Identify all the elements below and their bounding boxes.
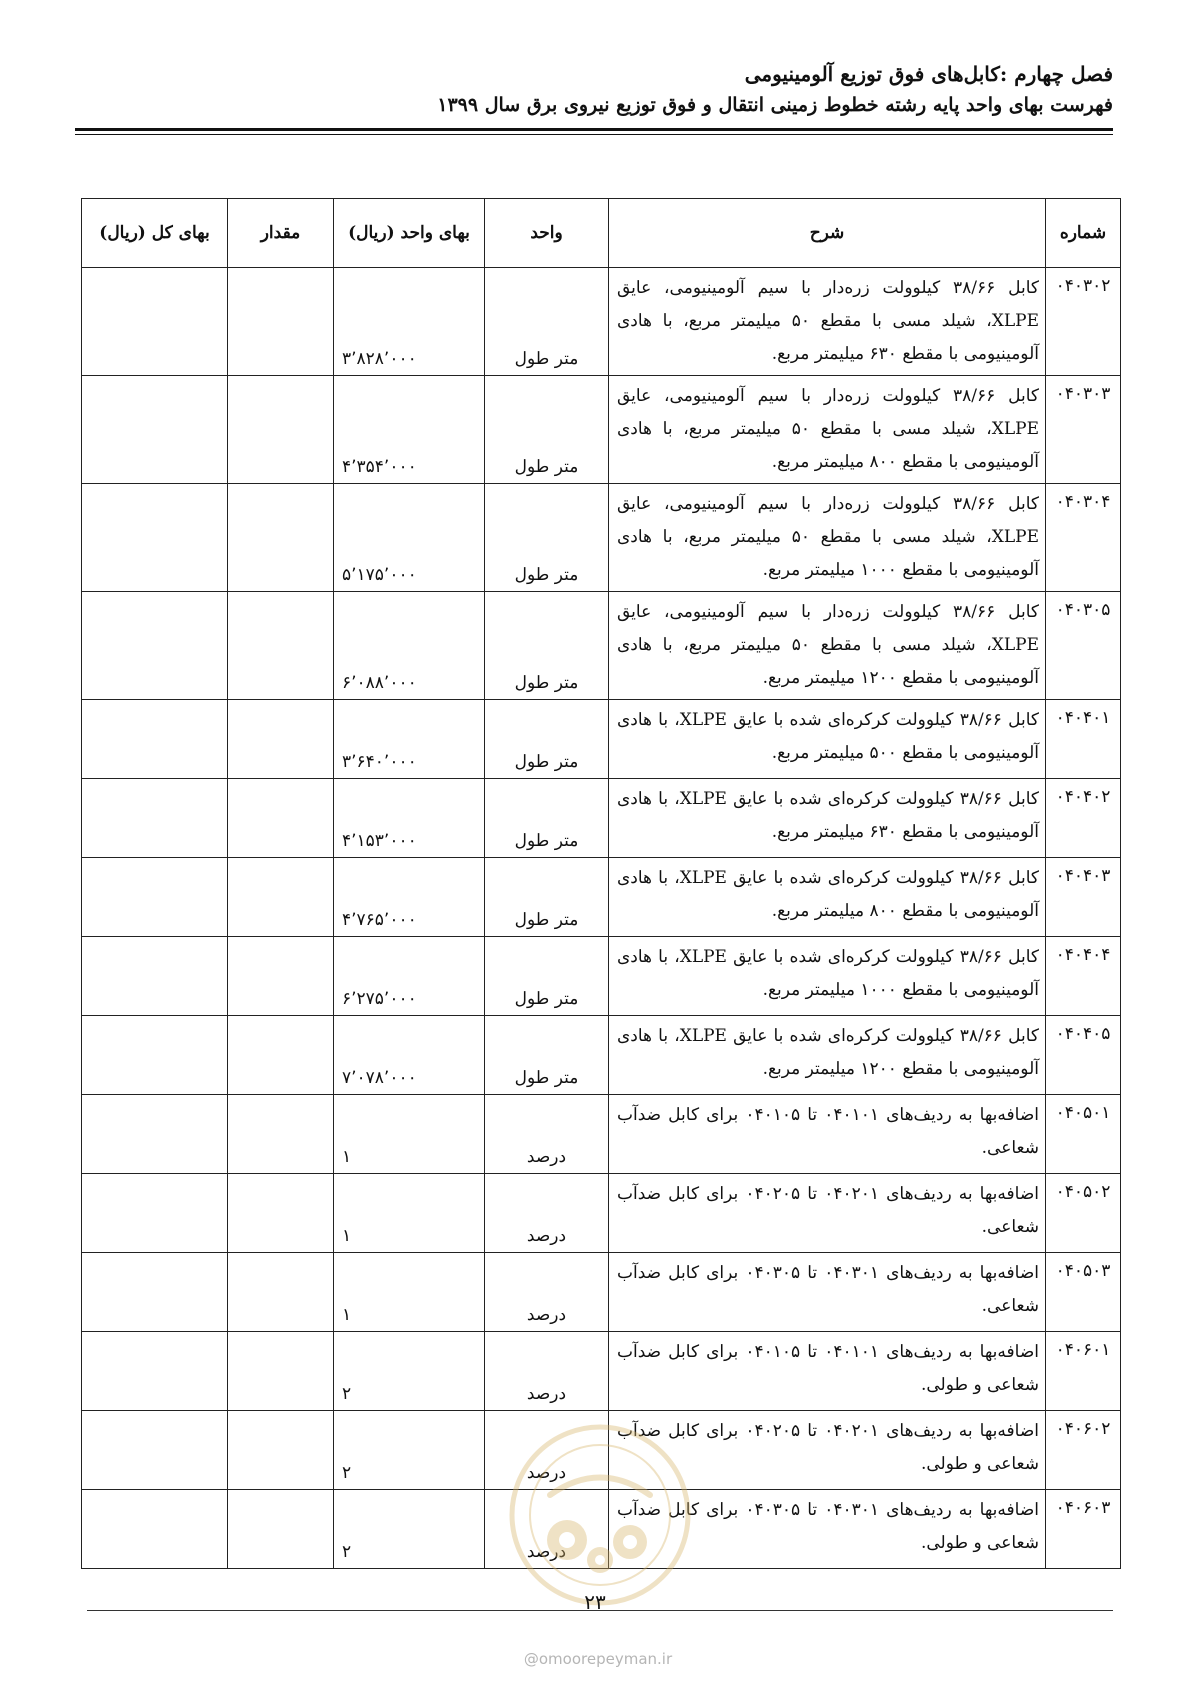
column-header-quantity: مقدار [228, 199, 334, 268]
row-total-price [82, 592, 228, 700]
row-unit-price: ۳٬۶۴۰٬۰۰۰ [334, 700, 485, 779]
row-unit-price: ۶٬۰۸۸٬۰۰۰ [334, 592, 485, 700]
row-total-price [82, 779, 228, 858]
row-unit-price: ۷٬۰۷۸٬۰۰۰ [334, 1016, 485, 1095]
row-unit: درصد [485, 1411, 609, 1490]
row-unit-price: ۴٬۷۶۵٬۰۰۰ [334, 858, 485, 937]
row-quantity [228, 700, 334, 779]
row-unit: متر طول [485, 937, 609, 1016]
row-unit-price: ۲ [334, 1490, 485, 1569]
row-unit-price: ۳٬۸۲۸٬۰۰۰ [334, 268, 485, 376]
row-unit: متر طول [485, 700, 609, 779]
row-unit-price: ۶٬۲۷۵٬۰۰۰ [334, 937, 485, 1016]
row-quantity [228, 592, 334, 700]
row-quantity [228, 1332, 334, 1411]
row-number: ۰۴۰۳۰۵ [1046, 592, 1121, 700]
row-number: ۰۴۰۵۰۳ [1046, 1253, 1121, 1332]
price-list-subtitle: فهرست بهای واحد پایه رشته خطوط زمینی انتقال و فوق توزیع نیروی برق سال ۱۳۹۹ [437, 94, 1113, 116]
row-description: کابل ۳۸/۶۶ کیلوولت کرکره‌ای شده با عایق XLPE، با هادی آلومینیومی با مقطع ۱۰۰۰ میلیمتر مربع. [609, 937, 1046, 1016]
row-description: کابل ۳۸/۶۶ کیلوولت زره‌دار با سیم آلومینیومی، عایق XLPE، شیلد مسی با مقطع ۵۰ میلیمتر مربع، با هادی آلومینیومی با مقطع ۱۰۰۰ میلیمتر مربع. [609, 484, 1046, 592]
row-total-price [82, 858, 228, 937]
row-quantity [228, 1490, 334, 1569]
column-header-unit: واحد [485, 199, 609, 268]
row-number: ۰۴۰۵۰۲ [1046, 1174, 1121, 1253]
table-header-row [82, 199, 1121, 268]
row-quantity [228, 1095, 334, 1174]
row-description: اضافه‌بها به ردیف‌های ۰۴۰۳۰۱ تا ۰۴۰۳۰۵ برای کابل ضدآب شعاعی. [609, 1253, 1046, 1332]
row-unit: متر طول [485, 1016, 609, 1095]
row-quantity [228, 779, 334, 858]
column-header-total-price: بهای کل (ریال) [82, 199, 228, 268]
row-total-price [82, 937, 228, 1016]
price-list-table [81, 198, 1121, 1569]
row-description: کابل ۳۸/۶۶ کیلوولت زره‌دار با سیم آلومینیومی، عایق XLPE، شیلد مسی با مقطع ۵۰ میلیمتر مربع، با هادی آلومینیومی با مقطع ۱۲۰۰ میلیمتر مربع. [609, 592, 1046, 700]
column-header-description: شرح [609, 199, 1046, 268]
publisher-seal-watermark-icon [505, 1420, 695, 1610]
row-total-price [82, 1095, 228, 1174]
row-quantity [228, 268, 334, 376]
row-total-price [82, 1174, 228, 1253]
row-description: اضافه‌بها به ردیف‌های ۰۴۰۱۰۱ تا ۰۴۰۱۰۵ برای کابل ضدآب شعاعی و طولی. [609, 1332, 1046, 1411]
row-total-price [82, 1490, 228, 1569]
row-number: ۰۴۰۳۰۴ [1046, 484, 1121, 592]
row-unit: متر طول [485, 484, 609, 592]
row-number: ۰۴۰۴۰۱ [1046, 700, 1121, 779]
row-number: ۰۴۰۴۰۴ [1046, 937, 1121, 1016]
table-row [82, 1332, 1121, 1411]
row-unit-price: ۴٬۳۵۴٬۰۰۰ [334, 376, 485, 484]
row-quantity [228, 376, 334, 484]
row-quantity [228, 858, 334, 937]
table-row [82, 937, 1121, 1016]
row-unit: متر طول [485, 592, 609, 700]
row-unit: درصد [485, 1174, 609, 1253]
row-total-price [82, 268, 228, 376]
row-total-price [82, 1411, 228, 1490]
row-total-price [82, 700, 228, 779]
column-header-unit-price: بهای واحد (ریال) [334, 199, 485, 268]
row-total-price [82, 1253, 228, 1332]
row-description: کابل ۳۸/۶۶ کیلوولت زره‌دار با سیم آلومینیومی، عایق XLPE، شیلد مسی با مقطع ۵۰ میلیمتر مربع، با هادی آلومینیومی با مقطع ۶۳۰ میلیمتر مربع. [609, 268, 1046, 376]
row-number: ۰۴۰۶۰۲ [1046, 1411, 1121, 1490]
chapter-title: فصل چهارم :کابل‌های فوق توزیع آلومینیومی [744, 62, 1113, 86]
row-unit: درصد [485, 1332, 609, 1411]
row-quantity [228, 484, 334, 592]
row-quantity [228, 1174, 334, 1253]
row-total-price [82, 1016, 228, 1095]
row-quantity [228, 1016, 334, 1095]
row-total-price [82, 484, 228, 592]
row-number: ۰۴۰۴۰۳ [1046, 858, 1121, 937]
row-number: ۰۴۰۶۰۱ [1046, 1332, 1121, 1411]
row-description: اضافه‌بها به ردیف‌های ۰۴۰۳۰۱ تا ۰۴۰۳۰۵ برای کابل ضدآب شعاعی و طولی. [609, 1490, 1046, 1569]
row-quantity [228, 937, 334, 1016]
row-unit-price: ۲ [334, 1332, 485, 1411]
header-rule-thick [75, 128, 1113, 131]
table-row [82, 484, 1121, 592]
page-header [75, 58, 1113, 120]
table-row [82, 1095, 1121, 1174]
table-row [82, 592, 1121, 700]
row-number: ۰۴۰۴۰۵ [1046, 1016, 1121, 1095]
row-quantity [228, 1411, 334, 1490]
row-number: ۰۴۰۳۰۲ [1046, 268, 1121, 376]
row-description: اضافه‌بها به ردیف‌های ۰۴۰۲۰۱ تا ۰۴۰۲۰۵ برای کابل ضدآب شعاعی. [609, 1174, 1046, 1253]
row-description: کابل ۳۸/۶۶ کیلوولت کرکره‌ای شده با عایق XLPE، با هادی آلومینیومی با مقطع ۵۰۰ میلیمتر مربع. [609, 700, 1046, 779]
header-rule-thin [75, 134, 1113, 135]
row-unit: متر طول [485, 376, 609, 484]
table-row [82, 1016, 1121, 1095]
row-unit: متر طول [485, 779, 609, 858]
row-unit-price: ۵٬۱۷۵٬۰۰۰ [334, 484, 485, 592]
table-row [82, 858, 1121, 937]
row-unit: درصد [485, 1490, 609, 1569]
row-number: ۰۴۰۴۰۲ [1046, 779, 1121, 858]
row-total-price [82, 376, 228, 484]
row-unit: متر طول [485, 858, 609, 937]
website-watermark: @omoorepeyman.ir [523, 1650, 673, 1668]
table-row [82, 779, 1121, 858]
table-row [82, 1174, 1121, 1253]
row-unit-price: ۲ [334, 1411, 485, 1490]
row-unit: متر طول [485, 268, 609, 376]
column-header-number: شماره [1046, 199, 1121, 268]
row-unit: درصد [485, 1095, 609, 1174]
row-description: کابل ۳۸/۶۶ کیلوولت کرکره‌ای شده با عایق XLPE، با هادی آلومینیومی با مقطع ۱۲۰۰ میلیمتر مربع. [609, 1016, 1046, 1095]
row-description: کابل ۳۸/۶۶ کیلوولت زره‌دار با سیم آلومینیومی، عایق XLPE، شیلد مسی با مقطع ۵۰ میلیمتر مربع، با هادی آلومینیومی با مقطع ۸۰۰ میلیمتر مربع. [609, 376, 1046, 484]
row-description: کابل ۳۸/۶۶ کیلوولت کرکره‌ای شده با عایق XLPE، با هادی آلومینیومی با مقطع ۸۰۰ میلیمتر مربع. [609, 858, 1046, 937]
row-number: ۰۴۰۶۰۳ [1046, 1490, 1121, 1569]
table-row [82, 268, 1121, 376]
row-unit-price: ۱ [334, 1253, 485, 1332]
row-description: اضافه‌بها به ردیف‌های ۰۴۰۲۰۱ تا ۰۴۰۲۰۵ برای کابل ضدآب شعاعی و طولی. [609, 1411, 1046, 1490]
row-unit: درصد [485, 1253, 609, 1332]
row-unit-price: ۱ [334, 1174, 485, 1253]
row-description: کابل ۳۸/۶۶ کیلوولت کرکره‌ای شده با عایق XLPE، با هادی آلومینیومی با مقطع ۶۳۰ میلیمتر مربع. [609, 779, 1046, 858]
row-total-price [82, 1332, 228, 1411]
table-row [82, 376, 1121, 484]
row-unit-price: ۴٬۱۵۳٬۰۰۰ [334, 779, 485, 858]
row-number: ۰۴۰۵۰۱ [1046, 1095, 1121, 1174]
table-row [82, 1253, 1121, 1332]
table-row [82, 700, 1121, 779]
row-description: اضافه‌بها به ردیف‌های ۰۴۰۱۰۱ تا ۰۴۰۱۰۵ برای کابل ضدآب شعاعی. [609, 1095, 1046, 1174]
page-number: ۲۳ [584, 1590, 606, 1614]
row-quantity [228, 1253, 334, 1332]
row-unit-price: ۱ [334, 1095, 485, 1174]
row-number: ۰۴۰۳۰۳ [1046, 376, 1121, 484]
